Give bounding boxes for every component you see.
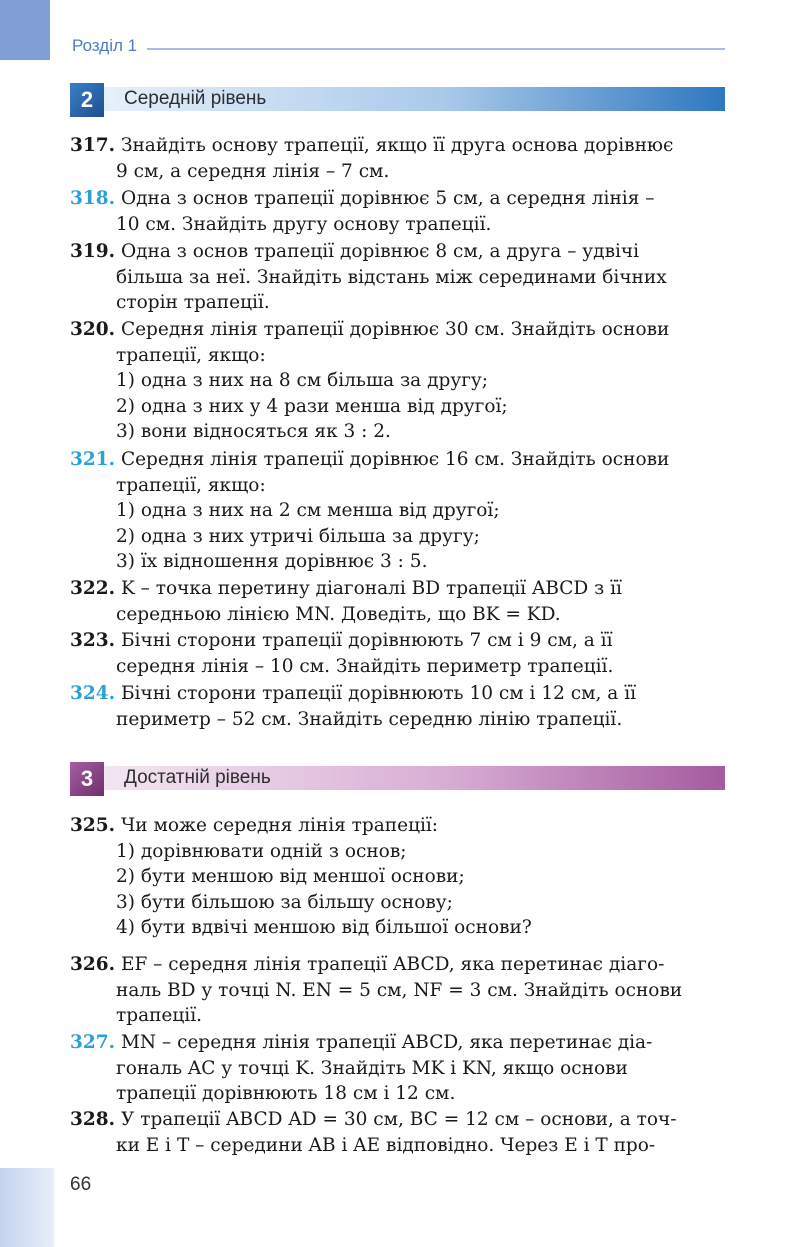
problem-line: більша за неї. Знайдіть відстань між серединами бічних — [116, 266, 667, 288]
level-header-sufficient — [70, 766, 725, 790]
section-label: Розділ 1 — [72, 36, 138, 55]
problem-number: 320. — [70, 319, 116, 340]
problem-line: середньою лінією MN. Доведіть, що BK = KD. — [116, 603, 561, 625]
problem-328 — [70, 1107, 725, 1158]
problem-line: 4) бути вдвічі меншою від більшої основи? — [116, 917, 532, 938]
problem-318 — [70, 186, 725, 237]
problem-line: Бічні сторони трапеції дорівнюють 10 см і 12 см, а її — [120, 683, 637, 704]
problem-number: 325. — [70, 815, 116, 836]
problem-number: 321. — [70, 449, 116, 470]
problem-line: 3) бути більшою за більшу основу; — [116, 891, 453, 913]
problem-line: 1) одна з них на 8 см більша за другу; — [116, 370, 489, 391]
problem-line: середня лінія – 10 см. Знайдіть периметр трапеції. — [116, 655, 614, 677]
problem-line: наль BD у точці N. EN = 5 см, NF = 3 см. Знайдіть основи — [116, 979, 683, 1001]
problem-317 — [70, 133, 725, 184]
problem-line: 1) одна з них на 2 см менша від другої; — [116, 500, 500, 521]
problem-line: сторін трапеції. — [116, 292, 270, 313]
level-title-medium: Середній рівень — [124, 88, 267, 109]
problem-321 — [70, 447, 725, 575]
problem-line: трапеції дорівнюють 18 см і 12 см. — [116, 1083, 456, 1104]
problem-line: У трапеції ABCD AD = 30 см, BC = 12 см – основи, а точ- — [120, 1109, 677, 1130]
corner-decoration-bottom — [0, 1168, 54, 1247]
problem-line: Одна з основ трапеції дорівнює 8 см, а друга – удвічі — [120, 241, 640, 262]
problem-line: Середня лінія трапеції дорівнює 30 см. Знайдіть основи — [120, 319, 670, 340]
problem-number: 324. — [70, 683, 116, 704]
problem-line: EF – середня лінія трапеції ABCD, яка перетинає діаго- — [120, 954, 665, 975]
problem-line: 2) бути меншою від меншої основи; — [116, 866, 465, 887]
problem-line: трапеції, якщо: — [116, 474, 266, 496]
problem-line: гональ AC у точці K. Знайдіть MK і KN, якщо основи — [116, 1057, 628, 1079]
problem-line: ки E і T – середини AB і AE відповідно. Через E і T про- — [116, 1134, 656, 1156]
problem-line: Середня лінія трапеції дорівнює 16 см. Знайдіть основи — [120, 449, 670, 470]
level-header-medium — [70, 87, 725, 111]
problem-line: Знайдіть основу трапеції, якщо її друга основа дорівнює — [120, 135, 674, 156]
level-badge-2: 2 — [70, 83, 104, 117]
problem-number: 326. — [70, 954, 116, 975]
problem-325 — [70, 813, 725, 941]
problem-number: 318. — [70, 188, 116, 209]
problem-323 — [70, 628, 725, 679]
problem-322 — [70, 576, 725, 627]
problem-326 — [70, 952, 725, 1029]
problem-number: 319. — [70, 241, 116, 262]
problem-320 — [70, 317, 725, 445]
problem-line: 2) одна з них утричі більша за другу; — [116, 525, 480, 547]
problem-number: 327. — [70, 1032, 116, 1053]
page-number: 66 — [70, 1174, 92, 1195]
problem-line: Одна з основ трапеції дорівнює 5 см, а середня лінія – — [120, 188, 655, 209]
problem-line: 9 см, а середня лінія – 7 см. — [116, 160, 390, 182]
problem-line: MN – середня лінія трапеції ABCD, яка перетинає діа- — [120, 1032, 653, 1053]
level-badge-3: 3 — [70, 762, 104, 796]
problem-line: Бічні сторони трапеції дорівнюють 7 см і 9 см, а її — [120, 630, 613, 651]
corner-decoration-top — [0, 0, 50, 60]
problem-line: Чи може середня лінія трапеції: — [120, 815, 439, 836]
problem-number: 322. — [70, 578, 116, 599]
problem-line: 2) одна з них у 4 рази менша від другої; — [116, 395, 508, 417]
problem-line: 3) вони відносяться як 3 : 2. — [116, 421, 391, 442]
problem-line: 3) їх відношення дорівнює 3 : 5. — [116, 551, 428, 572]
problem-324 — [70, 681, 725, 732]
problem-number: 323. — [70, 630, 116, 651]
problem-line: трапеції, якщо: — [116, 344, 266, 366]
problem-line: K – точка перетину діагоналі BD трапеції ABCD з її — [120, 578, 622, 599]
problem-number: 328. — [70, 1109, 116, 1130]
problem-327 — [70, 1030, 725, 1107]
problem-line: трапеції. — [116, 1005, 202, 1026]
problem-line: 1) дорівнювати одній з основ; — [116, 840, 407, 862]
header-rule — [147, 48, 725, 50]
level-title-sufficient: Достатній рівень — [124, 767, 271, 788]
problem-number: 317. — [70, 135, 116, 156]
problem-line: периметр – 52 см. Знайдіть середню лінію трапеції. — [116, 708, 623, 730]
problem-line: 10 см. Знайдіть другу основу трапеції. — [116, 213, 492, 235]
problem-319 — [70, 239, 725, 316]
